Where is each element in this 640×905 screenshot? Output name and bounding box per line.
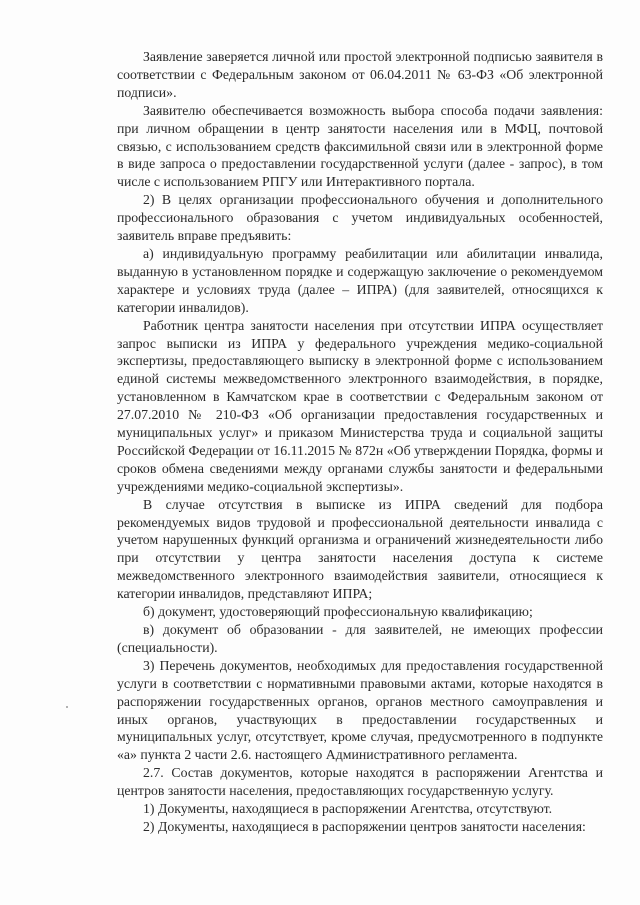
paragraph-item-2b-qualification: б) документ, удостоверяющий профессиональную квалификацию; xyxy=(143,604,533,620)
paragraph-2-7-item-1: 1) Документы, находящиеся в распоряжении Агентства, отсутствуют. xyxy=(143,801,553,817)
paragraph-section-2-7: 2.7. Состав документов, которые находятся в распоряжении Агентства и центров занятости населения, предоставляющих государственную услугу. xyxy=(117,765,603,799)
paragraph-2-7-item-2: 2) Документы, находящиеся в распоряжении центров занятости населения: xyxy=(143,818,586,834)
paragraph-item-2-intro: 2) В целях организации профессионального обучения и дополнительного профессионального образования с учетом индивидуальных особенностей, заявитель вправе предъявить: xyxy=(117,192,603,244)
scan-speck xyxy=(66,706,68,708)
paragraph-signature: Заявление заверяется личной или простой электронной подписью заявителя в соответствии с Федеральным законом от 06.04.2011 № 63-ФЗ «Об электронной подписи». xyxy=(117,49,603,100)
paragraph-item-2v-education: в) документ об образовании - для заявителей, не имеющих профессии (специальности). xyxy=(117,622,603,655)
paragraph-item-2a-ipra: а) индивидуальную программу реабилитации или абилитации инвалида, выданную в установленном порядке и содержащую заключение о рекомендуемом характере и условиях труда (далее – ИПРА) (для заявителей, относящихся к категории инвалидов). xyxy=(117,245,603,315)
paragraph-ipra-request: Работник центра занятости населения при отсутствии ИПРА осуществляет запрос выписки из ИПРА у федерального учреждения медико-социальной экспертизы, предоставляющего выписку в электронной форме с использованием единой системы межведомственного электронного взаимодействия, в порядке, установленном в Камчатском крае в соответствии с Федеральным законом от 27.07.2010 № 210-ФЗ «Об организации предоставления государственных и муниципальных услуг» и приказом Министерства труда и социальной защиты Российской Федерации от 16.11.2015 № 872н «Об утверждении Порядка, формы и сроков обмена сведениями между органами службы занятости и федеральными учреждениями медико-социальной экспертизы». xyxy=(117,317,603,494)
paragraph-item-3-list: 3) Перечень документов, необходимых для предоставления государственной услуги в соответствии с нормативными правовыми актами, которые находятся в распоряжении государственных органов, органов местного самоуправления и иных органов, участвующих в предоставлении государственных и муниципальных услуг, отсутствует, кроме случая, предусмотренного в подпункте «а» пункта 2 части 2.6. настоящего Административного регламента. xyxy=(117,657,603,763)
paragraph-submission-methods: Заявителю обеспечивается возможность выбора способа подачи заявления: при личном обращении в центр занятости населения или в МФЦ, почтовой связью, с использованием средств факсимильной связи или в электронной форме в виде запроса о предоставлении государственной услуги (далее - запрос), в том числе с использованием РПГУ или Интерактивного портала. xyxy=(117,102,603,190)
paragraph-ipra-absence: В случае отсутствия в выписке из ИПРА сведений для подбора рекомендуемых видов трудовой и профессиональной деятельности инвалида с учетом нарушенных функций организма и ограничений жизнедеятельности либо при отсутствии у центра занятости населения доступа к системе межведомственного электронного взаимодействия заявители, относящиеся к категории инвалидов, представляют ИПРА; xyxy=(117,496,603,602)
document-body xyxy=(117,48,603,836)
